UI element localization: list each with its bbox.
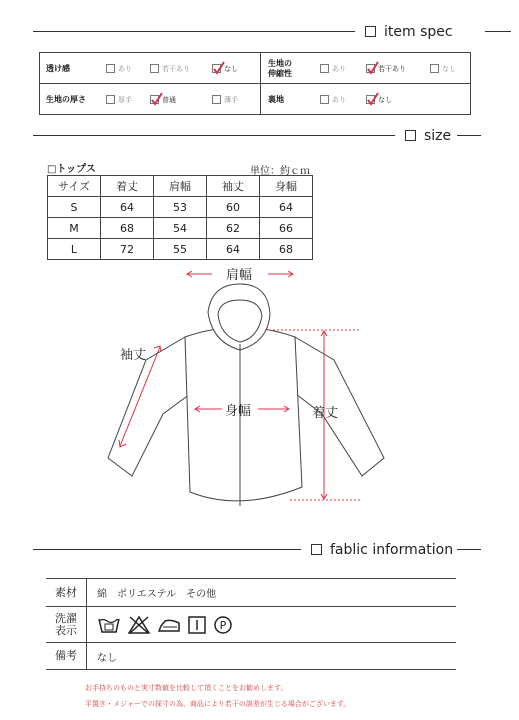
spec-row [40,84,470,115]
table-cell: 53 [154,197,207,218]
length-label: 着丈 [312,406,339,421]
divider [260,53,261,114]
spec-option-label: 若干あり [162,64,190,73]
square-icon [405,130,416,141]
spec-option [212,84,238,115]
wash-tub-40-icon [97,615,121,635]
line-dry-icon [187,615,207,635]
table-cell: 60 [207,197,260,218]
table-cell: 68 [101,218,154,239]
size-table-unit: 単位：約ｃｍ [250,166,310,177]
no-bleach-icon [127,615,151,635]
spec-label: 生地の厚さ [46,94,86,104]
table-header-row [48,176,313,197]
spec-label: 裏地 [268,94,284,104]
svg-text:P: P [219,618,227,632]
table-cell: 64 [207,239,260,260]
spec-option-label: あり [332,95,346,104]
table-cell: 62 [207,218,260,239]
fabric-row-washing [46,606,456,642]
checked-box-icon [212,64,221,73]
checkbox-icon [150,64,159,73]
spec-option [320,84,346,115]
checkbox-icon [430,64,439,73]
note-line: お手持ちのものと実寸数値を比較して頂くことをお勧めします。 [85,684,288,692]
table-cell: 64 [101,197,154,218]
checkbox-icon [212,95,221,104]
fabric-row-remarks [46,642,456,670]
table-cell: L [48,239,101,260]
spec-label: 生地の 伸縮性 [268,58,292,78]
spec-option-label: なし [442,64,456,73]
spec-option [430,53,456,84]
dry-clean-p-icon [213,615,233,635]
item-spec-heading [33,22,481,42]
spec-option-label: 薄手 [224,95,238,104]
spec-option [366,53,406,84]
spec-option-label: あり [118,64,132,73]
checkbox-icon [106,95,115,104]
spec-option-label: 若干あり [378,64,406,73]
spec-option [212,53,238,84]
checkbox-icon [106,64,115,73]
size-heading [33,126,481,146]
note-line: 平置き・メジャーでの採寸の為、商品により若干の誤差が生じる場合がございます。 [85,700,351,708]
checkbox-icon [320,64,329,73]
material-label: 素材 [55,585,77,599]
spec-row [40,53,470,84]
table-cell: 64 [260,197,313,218]
spec-option-label: 普通 [162,95,176,104]
checked-box-icon [366,64,375,73]
divider [485,31,511,32]
table-row [48,197,313,218]
right-sleeve [295,337,384,476]
divider [457,135,481,136]
spec-option [150,53,190,84]
table-header-cell: サイズ [48,176,101,197]
divider [33,549,301,550]
hoodie-measurement-diagram [100,262,400,522]
body-width-label: 身幅 [225,404,252,419]
fabric-heading [33,540,481,560]
table-row [48,239,313,260]
remarks-value: なし [97,652,117,664]
table-cell: 54 [154,218,207,239]
checked-box-icon [366,95,375,104]
square-icon [365,26,376,37]
spec-option [150,84,176,115]
hoodie-illustration [100,262,400,522]
table-cell: 68 [260,239,313,260]
spec-option-label: なし [378,95,392,104]
fabric-title: fablic information [330,542,454,558]
item-spec-table [39,52,471,115]
table-row [48,218,313,239]
size-table [47,175,313,260]
table-cell: S [48,197,101,218]
remarks-label: 備考 [55,649,77,662]
divider [33,135,395,136]
spec-option-label: なし [224,64,238,73]
table-header-cell: 肩幅 [154,176,207,197]
spec-option [366,84,392,115]
washing-label: 洗濯 表示 [55,611,77,637]
size-table-title: □トップス [47,164,96,175]
size-title: size [424,128,452,144]
sleeve-length-label: 袖丈 [120,348,147,363]
divider [457,549,481,550]
table-header-cell: 身幅 [260,176,313,197]
spec-option [106,84,132,115]
table-header-cell: 着丈 [101,176,154,197]
divider [33,31,355,32]
fabric-table [46,578,456,670]
table-header-cell: 袖丈 [207,176,260,197]
spec-option-label: あり [332,64,346,73]
spec-option [106,53,132,84]
spec-label: 透け感 [46,63,70,73]
checked-box-icon [150,95,159,104]
table-cell: 66 [260,218,313,239]
fabric-row-material [46,578,456,606]
material-value: 綿 ポリエステル その他 [97,589,217,600]
table-cell: M [48,218,101,239]
spec-option-label: 厚手 [118,95,132,104]
table-cell: 72 [101,239,154,260]
table-cell: 55 [154,239,207,260]
checkbox-icon [320,95,329,104]
shoulder-width-label: 肩幅 [226,268,253,283]
square-icon [311,544,322,555]
iron-low-icon [157,615,181,635]
item-spec-title: item spec [384,24,453,40]
spec-option [320,53,346,84]
